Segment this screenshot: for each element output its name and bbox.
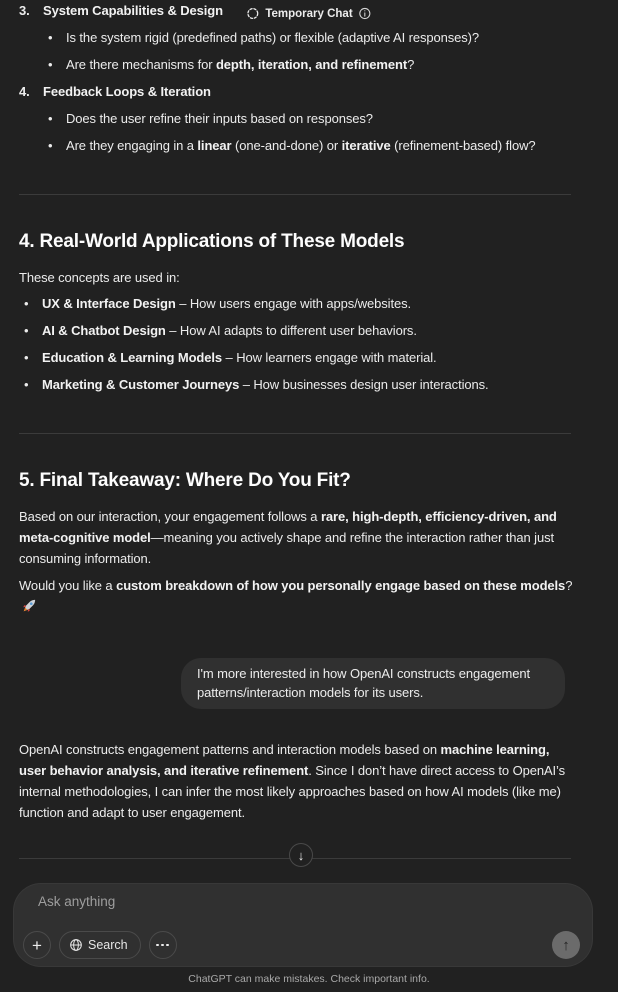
- bullet-list-item: [19, 105, 573, 132]
- bullet-marker: •: [24, 296, 29, 311]
- user-message-bubble: I'm more interested in how OpenAI constructs engagement patterns/interaction models for its users.: [181, 658, 565, 709]
- bullet-list-item: [19, 290, 573, 317]
- text: Are there mechanisms for: [66, 57, 216, 72]
- list-item-text: [66, 24, 479, 51]
- list-item-text: [43, 78, 211, 105]
- assistant-paragraph: [19, 506, 573, 569]
- list-item-text: [42, 371, 489, 398]
- assistant-paragraph: [19, 267, 573, 288]
- text: – How users engage with apps/websites.: [175, 296, 412, 311]
- more-options-button[interactable]: [149, 931, 177, 959]
- bullet-marker: •: [48, 111, 53, 126]
- bullet-list-item: [19, 317, 573, 344]
- bold-text: depth, iteration, and refinement: [215, 57, 408, 72]
- list-item-text: [66, 105, 373, 132]
- rocket-emoji: [22, 598, 36, 619]
- text: – How AI adapts to different user behaviors.: [165, 323, 417, 338]
- bullet-marker: •: [24, 350, 29, 365]
- bold-text: Marketing & Customer Journeys: [42, 377, 240, 392]
- temporary-chat-label: Temporary Chat: [265, 7, 353, 20]
- plus-icon: +: [32, 935, 42, 955]
- list-item-text: [66, 51, 414, 78]
- text: – How businesses design user interactions.: [239, 377, 489, 392]
- temporary-chat-badge: [246, 5, 371, 22]
- text: Does the user refine their inputs based on responses?: [66, 111, 373, 126]
- bullet-list-item: [19, 24, 573, 51]
- search-button-label: Search: [88, 938, 128, 952]
- section-heading: 5. Final Takeaway: Where Do You Fit?: [19, 470, 351, 491]
- bullet-marker: •: [48, 30, 53, 45]
- bold-text: UX & Interface Design: [42, 296, 176, 311]
- list-item-text: [66, 132, 536, 159]
- arrow-up-icon: ↑: [562, 936, 570, 954]
- bullet-marker: •: [24, 377, 29, 392]
- bold-text: machine learning, user behavior analysis, and iterative refinement: [19, 742, 550, 778]
- conversation: [19, 0, 573, 923]
- text: ?: [565, 578, 573, 593]
- text: These concepts are used in:: [19, 270, 180, 285]
- section-heading: 4. Real-World Applications of These Models: [19, 231, 405, 252]
- text: Is the system rigid (predefined paths) or flexible (adaptive AI responses)?: [66, 30, 480, 45]
- bold-text: Education & Learning Models: [42, 350, 223, 365]
- list-item-text: [42, 317, 417, 344]
- text: OpenAI constructs engagement patterns and interaction models based on: [19, 742, 441, 757]
- bullet-marker: •: [48, 57, 53, 72]
- list-item-text: [43, 0, 223, 24]
- composer: [13, 883, 593, 967]
- text: . Since I don’t have direct access to OpenAI’s internal methodologies, I can infer the most likely approaches based on how AI models (like me) function and adapt to user engagement.: [19, 763, 566, 820]
- composer-toolbar: [23, 931, 580, 959]
- bold-text: rare, high-depth, efficiency-driven, and meta-cognitive model: [19, 509, 557, 545]
- text: (refinement-based) flow?: [390, 138, 536, 153]
- assistant-paragraph: [19, 575, 573, 619]
- arrow-down-icon: ↓: [297, 847, 305, 863]
- section-divider: [19, 433, 571, 434]
- bold-text: Feedback Loops & Iteration: [43, 84, 211, 99]
- numbered-list-item: [19, 78, 573, 105]
- bold-text: AI & Chatbot Design: [42, 323, 166, 338]
- bullet-list-item: [19, 132, 573, 159]
- section-divider: [19, 194, 571, 195]
- globe-icon: [69, 938, 83, 952]
- send-button[interactable]: [552, 931, 580, 959]
- search-button[interactable]: [59, 931, 141, 959]
- bold-text: System Capabilities & Design: [43, 3, 223, 18]
- bullet-list-item: [19, 51, 573, 78]
- list-number: 3.: [19, 3, 30, 18]
- bold-text: custom breakdown of how you personally engage based on these models: [116, 578, 566, 593]
- ellipsis-icon: [156, 944, 159, 947]
- add-attachment-button[interactable]: [23, 931, 51, 959]
- message-input[interactable]: [38, 894, 558, 909]
- text: (one-and-done) or: [231, 138, 342, 153]
- list-item-text: [42, 344, 437, 371]
- temporary-chat-icon: [246, 7, 259, 20]
- list-item-text: [42, 290, 411, 317]
- scroll-to-bottom-button[interactable]: [289, 843, 313, 867]
- text: ?: [407, 57, 415, 72]
- text: Based on our interaction, your engagement follows a: [19, 509, 321, 524]
- user-message: [19, 658, 565, 709]
- info-icon[interactable]: [359, 7, 372, 20]
- list-number: 4.: [19, 84, 30, 99]
- bold-text: iterative: [341, 138, 391, 153]
- text: Would you like a: [19, 578, 117, 593]
- text: – How learners engage with material.: [222, 350, 437, 365]
- bullet-marker: •: [48, 138, 53, 153]
- footer-disclaimer: ChatGPT can make mistakes. Check important info.: [188, 973, 430, 985]
- bullet-list-item: [19, 344, 573, 371]
- bullet-marker: •: [24, 323, 29, 338]
- text: Are they engaging in a: [66, 138, 198, 153]
- text: —meaning you actively shape and refine the interaction rather than just consuming information.: [19, 530, 555, 566]
- bullet-list-item: [19, 371, 573, 398]
- assistant-paragraph: [19, 739, 573, 823]
- bold-text: linear: [197, 138, 232, 153]
